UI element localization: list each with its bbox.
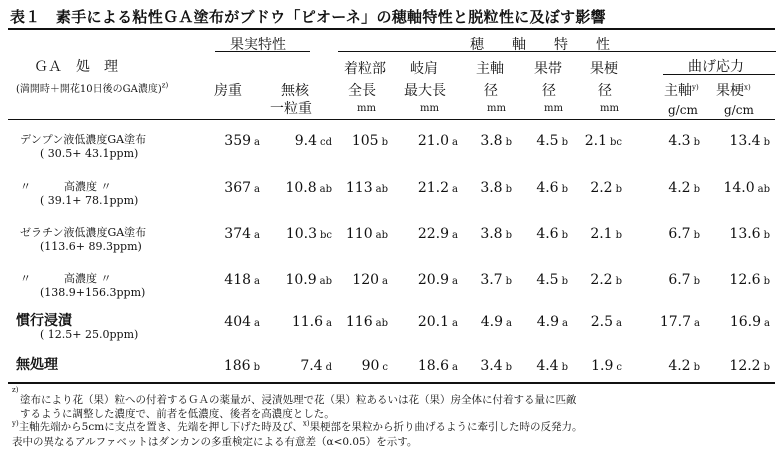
cell-value: 7.4 [300, 358, 323, 374]
data-cell [668, 180, 700, 196]
data-cell [729, 358, 770, 374]
row-treatment-name: 〃 高濃度 〃 [20, 272, 112, 285]
data-cell [536, 180, 568, 196]
cell-value: 367 [224, 180, 252, 196]
data-cell [668, 272, 700, 288]
table-bottom-rule [8, 382, 775, 384]
data-cell [668, 133, 700, 149]
significance-letter: a [254, 276, 260, 287]
cell-value: 4.6 [536, 226, 559, 242]
cell-value: 2.2 [590, 272, 613, 288]
cell-value: 13.6 [729, 226, 761, 242]
header-pedicel-1: 果梗 [590, 61, 618, 77]
top-rule [8, 28, 775, 30]
data-cell [585, 133, 622, 149]
unit-length: mm [357, 103, 376, 114]
unit-fruit-band: mm [544, 103, 563, 114]
data-cell [418, 133, 458, 149]
cell-value: 4.5 [536, 272, 559, 288]
table-title: 表１ 素手による粘性ＧＡ塗布がブドウ「ピオーネ」の穂軸特性と脱粒性に及ぼす影響 [10, 8, 606, 26]
cell-value: 418 [224, 272, 252, 288]
cell-value: 10.8 [285, 180, 317, 196]
cell-value: 6.7 [668, 226, 691, 242]
significance-letter: bc [609, 137, 622, 148]
data-cell [590, 226, 622, 242]
cell-value: 110 [345, 226, 373, 242]
footnote-z-line1: 塗布により花（果）粒への付着するＧＡの薬量が、浸漬処理で花（果）粒あるいは花（果）房全体に付着する量に匹敵 [20, 394, 577, 406]
data-cell [590, 272, 622, 288]
data-cell [224, 226, 260, 242]
unit-pedicel: mm [600, 103, 619, 114]
cell-value: 2.1 [584, 133, 607, 149]
significance-letter: ab [375, 230, 388, 241]
cell-value: 3.8 [480, 133, 503, 149]
footnote-z: z) [12, 386, 19, 394]
data-cell [224, 272, 260, 288]
cell-value: 404 [224, 314, 252, 330]
data-cell [418, 226, 458, 242]
data-cell [418, 180, 458, 196]
cell-value: 4.9 [536, 314, 560, 330]
data-cell [591, 314, 622, 330]
data-cell [352, 272, 388, 288]
data-cell [591, 358, 622, 374]
significance-letter: a [452, 362, 458, 373]
row-treatment-name: デンプン液低濃度GA塗布 [20, 133, 147, 146]
data-cell [285, 180, 332, 196]
significance-letter: a [254, 137, 260, 148]
significance-letter: b [693, 230, 700, 241]
data-cell [418, 358, 458, 374]
data-cell [224, 314, 260, 330]
header-berry-weight-1: 無核 [281, 83, 309, 99]
data-cell [346, 314, 388, 330]
significance-letter: bc [319, 230, 332, 241]
significance-letter: a [452, 276, 458, 287]
header-fruit-group: 果実特性 [230, 37, 286, 53]
data-cell [285, 272, 332, 288]
significance-letter: a [452, 137, 458, 148]
cell-value: 6.7 [668, 272, 691, 288]
header-bending-main-axis: 主軸$^{y)}$ [664, 83, 699, 99]
cell-value: 4.5 [536, 133, 559, 149]
data-cell [480, 226, 512, 242]
data-cell [590, 180, 622, 196]
row-treatment-name: 〃 高濃度 〃 [20, 180, 112, 193]
significance-letter: a [694, 318, 700, 329]
data-cell [480, 133, 512, 149]
header-shoulder-2: 最大長 [404, 83, 446, 99]
significance-letter: b [763, 276, 770, 287]
significance-letter: b [505, 362, 512, 373]
unit-shoulder: mm [420, 103, 439, 114]
data-cell [536, 226, 568, 242]
cell-value: 113 [345, 180, 373, 196]
data-cell [723, 180, 770, 196]
cell-value: 1.9 [591, 358, 614, 374]
significance-letter: c [616, 362, 622, 373]
cell-value: 359 [224, 133, 252, 149]
cell-value: 105 [351, 133, 379, 149]
significance-letter: b [693, 137, 700, 148]
significance-letter: b [615, 276, 622, 287]
row-treatment-name: 慣行浸漬 [16, 313, 72, 329]
cell-value: 3.7 [480, 272, 503, 288]
significance-letter: ab [319, 276, 332, 287]
significance-letter: a [254, 184, 260, 195]
significance-letter: a [616, 318, 622, 329]
data-cell [418, 272, 458, 288]
significance-letter: b [561, 137, 568, 148]
significance-letter: b [763, 137, 770, 148]
significance-letter: ab [757, 184, 770, 195]
row-treatment-concentration: ( 30.5+ 43.1ppm) [40, 147, 139, 160]
header-treatment: ＧＡ 処 理 [34, 59, 118, 75]
cell-value: 12.6 [729, 272, 761, 288]
significance-letter: b [693, 362, 700, 373]
significance-letter: b [693, 184, 700, 195]
data-cell [480, 358, 512, 374]
significance-letter: b [561, 362, 568, 373]
significance-letter: a [562, 318, 568, 329]
header-treatment-sub: (満開時＋開花10日後のGA濃度)$^{z)}$ [16, 81, 169, 95]
data-cell [730, 314, 770, 330]
significance-letter: a [452, 184, 458, 195]
cell-value: 90 [361, 358, 380, 374]
significance-letter: ab [375, 318, 388, 329]
cell-value: 3.4 [480, 358, 503, 374]
cell-value: 20.1 [417, 314, 450, 330]
cell-value: 21.2 [417, 180, 450, 196]
cell-value: 12.2 [729, 358, 761, 374]
cell-value: 13.4 [729, 133, 761, 149]
header-length-2: 全長 [348, 83, 376, 99]
data-cell [481, 314, 512, 330]
significance-letter: b [505, 137, 512, 148]
significance-letter: b [561, 230, 568, 241]
cell-value: 4.3 [668, 133, 691, 149]
data-cell [292, 314, 332, 330]
header-length-1: 着粒部 [344, 61, 386, 77]
row-treatment-name: 無処理 [16, 357, 58, 373]
significance-letter: b [561, 276, 568, 287]
data-cell [668, 358, 700, 374]
data-cell [362, 358, 388, 374]
cell-value: 4.2 [668, 358, 691, 374]
cell-value: 4.4 [536, 358, 559, 374]
cell-value: 2.2 [590, 180, 613, 196]
cell-value: 120 [352, 272, 380, 288]
cell-value: 11.6 [291, 314, 324, 330]
cell-value: 9.4 [294, 133, 317, 149]
cell-value: 16.9 [729, 314, 762, 330]
header-axis-group: 穂 軸 特 性 [470, 37, 610, 53]
header-berry-weight-2: 一粒重 [270, 101, 312, 117]
data-cell [660, 314, 700, 330]
unit-bending-pedicel: g/cm [724, 103, 754, 117]
significance-letter: b [253, 362, 260, 373]
data-cell [668, 226, 700, 242]
data-cell [480, 180, 512, 196]
cell-value: 22.9 [417, 226, 450, 242]
significance-letter: a [326, 318, 332, 329]
data-cell [536, 272, 568, 288]
data-cell [224, 133, 260, 149]
data-cell [729, 272, 770, 288]
significance-letter: b [561, 184, 568, 195]
cell-value: 17.7 [659, 314, 692, 330]
cell-value: 2.5 [590, 314, 614, 330]
data-cell [729, 133, 770, 149]
significance-letter: a [506, 318, 512, 329]
data-cell [224, 358, 260, 374]
significance-letter: b [505, 230, 512, 241]
significance-letter: b [763, 230, 770, 241]
cell-value: 116 [345, 314, 373, 330]
significance-letter: d [325, 362, 332, 373]
significance-letter: ab [319, 184, 332, 195]
significance-letter: b [615, 230, 622, 241]
significance-letter: b [693, 276, 700, 287]
cell-value: 4.9 [480, 314, 504, 330]
data-cell [352, 133, 388, 149]
row-treatment-concentration: (113.6+ 89.3ppm) [40, 240, 142, 253]
row-treatment-concentration: ( 39.1+ 78.1ppm) [40, 194, 139, 207]
cell-value: 3.8 [480, 226, 503, 242]
significance-letter: a [452, 318, 458, 329]
significance-letter: cd [319, 137, 332, 148]
cell-value: 186 [223, 358, 251, 374]
data-cell [480, 272, 512, 288]
header-main-axis-2: 径 [484, 83, 498, 99]
data-cell [418, 314, 458, 330]
data-cell [346, 226, 388, 242]
cell-value: 4.2 [668, 180, 691, 196]
unit-bending-main: g/cm [668, 103, 698, 117]
significance-letter: b [505, 184, 512, 195]
footnote-z-line2: するように調整した濃度で、前者を低濃度、後者を高濃度とした。 [20, 408, 335, 420]
significance-letter: a [764, 318, 770, 329]
cell-value: 3.8 [480, 180, 503, 196]
cell-value: 21.0 [417, 133, 450, 149]
data-cell [537, 314, 568, 330]
header-main-axis-1: 主軸 [476, 61, 504, 77]
significance-letter: ab [375, 184, 388, 195]
footnote-dmrt: 表中の異なるアルファベットはダンカンの多重検定による有意差（α<0.05）を示す。 [12, 436, 418, 448]
significance-letter: a [254, 318, 260, 329]
unit-main-axis: mm [487, 103, 506, 114]
data-cell [224, 180, 260, 196]
header-cluster-weight: 房重 [214, 83, 242, 99]
cell-value: 2.1 [590, 226, 613, 242]
significance-letter: b [763, 362, 770, 373]
header-pedicel-2: 径 [598, 83, 612, 99]
row-treatment-concentration: (138.9+156.3ppm) [40, 286, 146, 299]
data-cell [295, 133, 332, 149]
significance-letter: b [505, 276, 512, 287]
significance-letter: a [452, 230, 458, 241]
data-cell [286, 226, 332, 242]
significance-letter: a [254, 230, 260, 241]
cell-value: 14.0 [723, 180, 755, 196]
data-cell [536, 133, 568, 149]
significance-letter: a [382, 276, 388, 287]
header-fruit-band-2: 径 [542, 83, 556, 99]
footnote-y: $^{y)}$主軸先端から5cmに支点を置き、先端を押し下げた時及び、$^{x)}$果梗部を果粒から折り曲げるように牽引した時の反発力。 [12, 419, 583, 433]
significance-letter: c [382, 362, 388, 373]
data-cell [729, 226, 770, 242]
cell-value: 4.6 [536, 180, 559, 196]
significance-letter: b [381, 137, 388, 148]
cell-value: 18.6 [417, 358, 450, 374]
row-treatment-concentration: ( 12.5+ 25.0ppm) [40, 328, 139, 341]
cell-value: 374 [224, 226, 252, 242]
cell-value: 10.3 [285, 226, 317, 242]
data-cell [346, 180, 388, 196]
header-shoulder-1: 岐肩 [410, 61, 438, 77]
header-fruit-band-1: 果帯 [534, 61, 562, 77]
header-bottom-rule [8, 119, 775, 120]
cell-value: 10.9 [285, 272, 317, 288]
data-cell [536, 358, 568, 374]
row-treatment-name: ゼラチン液低濃度GA塗布 [20, 226, 147, 239]
header-bending-stress: 曲げ応力 [688, 59, 744, 75]
data-cell [300, 358, 332, 374]
cell-value: 20.9 [417, 272, 450, 288]
header-bending-pedicel: 果梗$^{x)}$ [716, 83, 751, 99]
significance-letter: b [615, 184, 622, 195]
